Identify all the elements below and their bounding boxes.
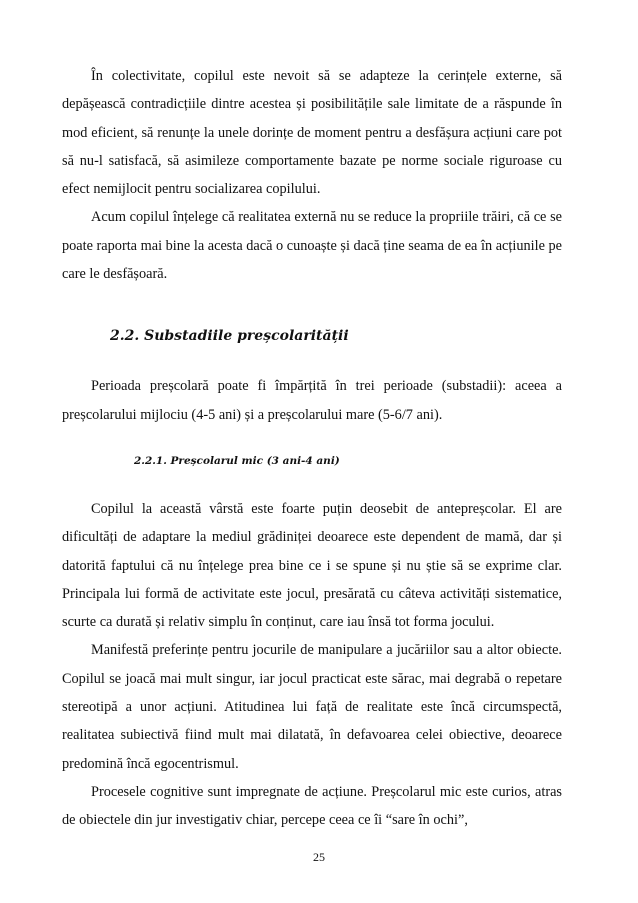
page-number: 25 — [313, 850, 325, 864]
subsection-heading-2-2-1: 2.2.1. Preșcolarul mic (3 ani-4 ani) — [134, 454, 340, 467]
section-heading-2-2: 2.2. Substadiile preșcolarității — [110, 328, 349, 345]
paragraph-4: Copilul la această vârstă este foarte puțin deosebit de antepreșcolar. El are dificultăți de adaptare la mediul grădiniței deoarece este dependent de mamă, dar și datorită faptului că nu înțelege prea bine ce i se spune și nu știe să se exprime clar. Principala lui formă de activitate este jocul, presărată cu câteva activități sistematice, scurte ca durată și relativ simplu în conținut, care iau însă tot forma jocului. — [62, 500, 562, 631]
document-page — [62, 62, 562, 835]
paragraph-2: Acum copilul înțelege că realitatea externă nu se reduce la propriile trăiri, că ce se poate raporta mai bine la acesta dacă o cunoaște și dacă ține seama de ea în acțiunile pe care le desfășoară. — [62, 209, 562, 283]
paragraph-6: Procesele cognitive sunt impregnate de acțiune. Preșcolarul mic este curios, atras de obiectele din jur investigativ chiar, percepe ceea ce îi “sare în ochi”, — [62, 783, 562, 829]
paragraph-5: Manifestă preferințe pentru jocurile de manipulare a jucăriilor sau a altor obiecte. Copilul se joacă mai mult singur, iar jocul practicat este sărac, mai degrabă o repetare stereotipă a unor acțiuni. Atitudinea lui față de realitate este încă circumspectă, realitatea subiectivă fiind mult mai dilatată, în defavoarea celei obiective, deoarece predomină încă egocentrismul. — [62, 642, 562, 772]
paragraph-3: Perioada preșcolară poate fi împărțită în trei perioade (substadii): aceea a preșcolarului mijlociu (4-5 ani) și a preșcolarului mare (5-6/7 ani). — [62, 378, 562, 423]
paragraph-1: În colectivitate, copilul este nevoit să se adapteze la cerințele externe, să depășească contradicțiile dintre acestea și posibilitățile sale limitate de a răspunde în mod eficient, să renunțe la unele dorințe de moment pentru a desfășura acțiuni care pot să nu-l satisfacă, să asimileze comportamente bazate pe norme sociale riguroase cu efect nemijlocit pentru socializarea copilului. — [62, 68, 562, 198]
